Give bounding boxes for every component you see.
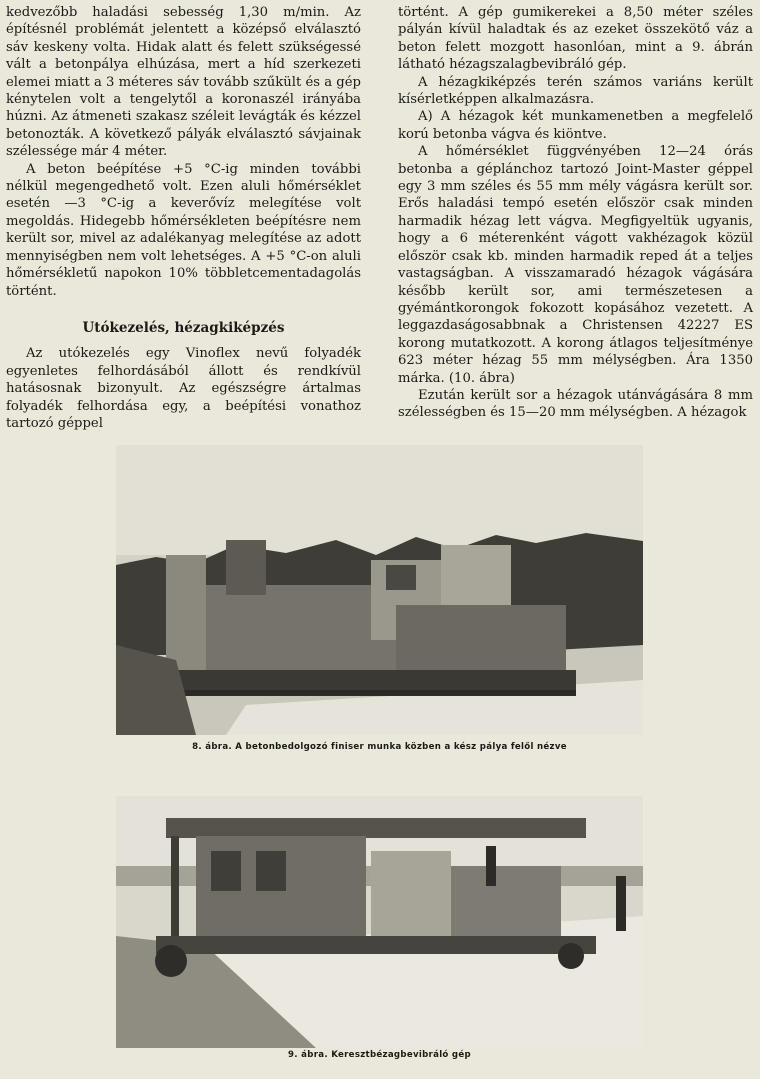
paragraph: kedvezőbb haladási sebesség 1,30 m/min. Az építésnél problémát jelentett a középső elválasztó sáv keskeny volta. Hidak alatt és felett szükségessé vált a betonpálya elhúzása, mert a híd szerkezeti elemei miatt a 3 méteres sáv tovább szűkült és a gép kénytelen volt a tengelytől a koronaszél irányába húzni. Az átmeneti szakasz széleit levágták és kézzel betonozták. A következő pályák elválasztó sávjainak szélessége már 4 méter. xyxy=(6,5,361,160)
left-text-column xyxy=(6,4,361,432)
paragraph: A hőmérséklet függvényében 12—24 órás betonba a géplánchoz tartozó Joint-Master géppel egy 3 mm széles és 55 mm mély vágásra került sor. Erős haladási tempó esetén először csak minden harmadik hézag lett vágva. Megfigyeltük ugyanis, hogy a 6 méterenként vágott vakhézagok közül először csak kb. minden harmadik reped át a teljes vastagságban. A visszamaradó hézagok vágására később került sor, ami természetesen a gyémántkorongok fokozott kopásához vezetett. A leggazdaságosabbnak a Christensen 42227 ES korong mutatkozott. A korong átlagos teljesítménye 623 méter hézag 55 mm mélységben. Ára 1350 márka. (10. ábra) xyxy=(398,144,753,386)
figure-8-photo xyxy=(116,445,643,735)
paragraph: A hézagkiképzés terén számos variáns került kísérletképpen alkalmazásra. xyxy=(398,74,753,108)
paragraph: Az utókezelés egy Vinoflex nevű folyadék egyenletes felhordásából állott és rendkívül hatásosnak bizonyult. Az egészségre ártalmas folyadék felhordása egy, a beépítési vonathoz tartozó géppel xyxy=(6,346,361,431)
paragraph: A beton beépítése +5 °C-ig minden további nélkül megengedhető volt. Ezen aluli hőmérséklet esetén —3 °C-ig a keverővíz melegítése volt megoldás. Hidegebb hőmérsékleten beépítésre nem került sor, mivel az adalékanyag melegítése az adott mennyiségben nem volt lehetséges. A +5 °C-on aluli hőmérsékletű napokon 10% többletcementadagolás történt. xyxy=(6,161,361,299)
right-text-column xyxy=(398,4,753,422)
figure-9-caption: 9. ábra. Keresztbézagbevibráló gép xyxy=(288,1050,471,1060)
figure-9-photo xyxy=(116,796,643,1048)
paragraph: történt. A gép gumikerekei a 8,50 méter széles pályán kívül haladtak és az ezeket összekötő váz a beton felett mozgott hasonlóan, mint a 9. ábrán látható hézagszalagbevibráló gép. xyxy=(398,5,753,73)
paragraph: Ezután került sor a hézagok utánvágására 8 mm szélességben és 15—20 mm mélységben. A hézagok xyxy=(398,387,753,421)
figure-8-caption: 8. ábra. A betonbedolgozó finiser munka közben a kész pálya felől nézve xyxy=(192,742,567,752)
section-heading: Utókezelés, hézagkiképzés xyxy=(82,319,285,336)
paragraph: A) A hézagok két munkamenetben a megfelelő korú betonba vágva és kiöntve. xyxy=(398,109,753,142)
